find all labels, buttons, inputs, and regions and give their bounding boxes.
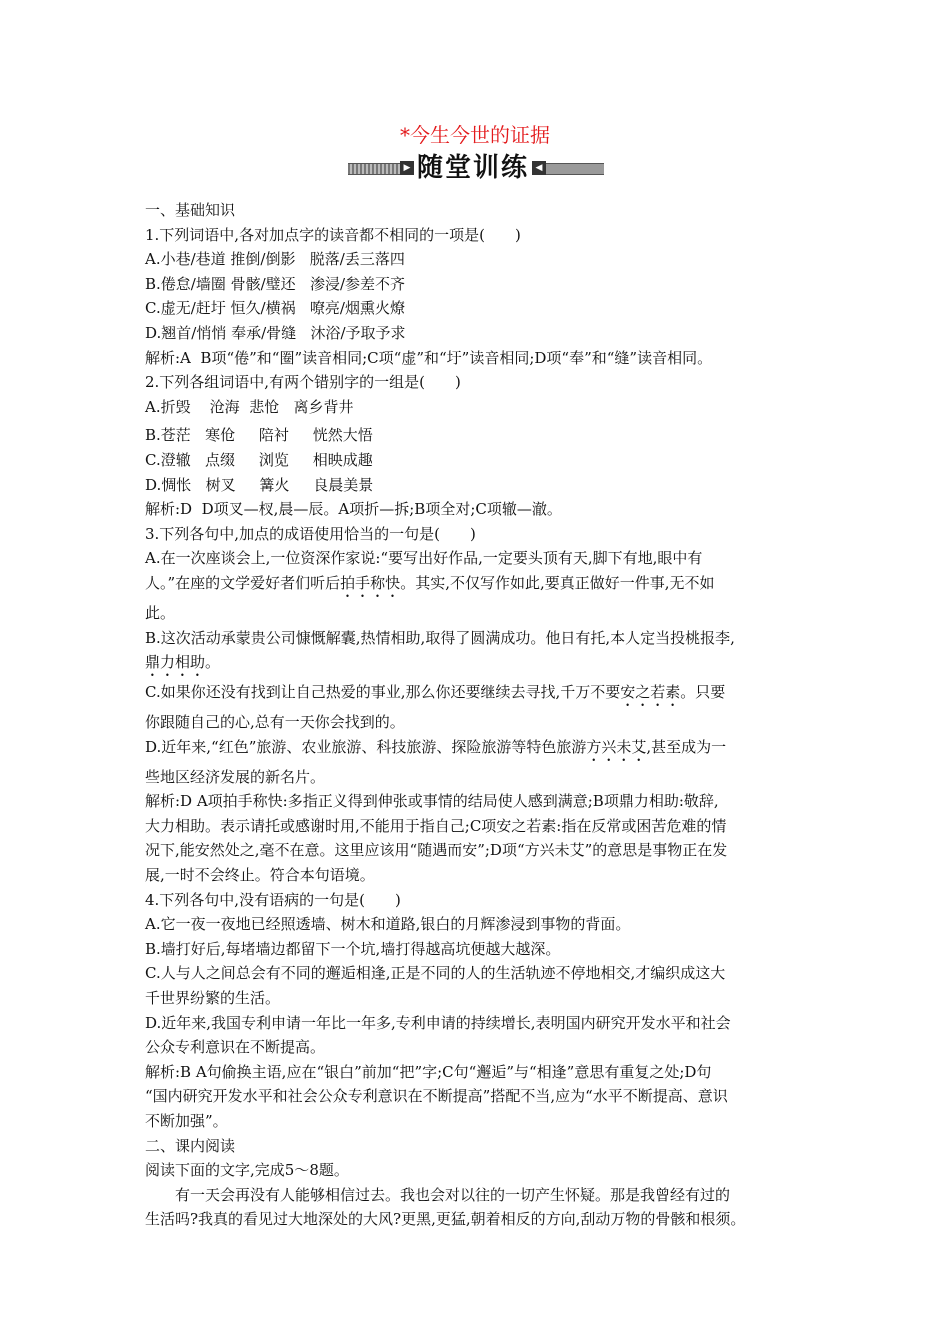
option-b: B.墙打好后,每堵墙边都留下一个坑,墙打得越高坑便越大越深。: [145, 939, 561, 958]
question-stem: [145, 370, 825, 395]
answer-analysis: 解析:B A句偷换主语,应在“银白”前加“把”字;C句“邂逅”与“相逢”意思有重复之处;D句: [145, 1062, 712, 1081]
option-b: B.苍茫 寒伧 陪衬 恍然大悟: [145, 426, 373, 445]
option-d-line: 些地区经济发展的新名片。: [145, 767, 326, 786]
play-left-icon: ◀: [532, 161, 546, 175]
answer-analysis: “国内研究开发水平和社会公众专利意识在不断提高”搭配不当,应为“水平不断提高、意识: [145, 1087, 728, 1106]
answer-analysis: 况下,能安然处之,毫不在意。这里应该用“随遇而安”;D项“方兴未艾”的意思是事物正在发: [145, 841, 728, 860]
option-c-line: C.人与人之间总会有不同的邂逅相逢,正是不同的人的生活轨迹不停地相交,才编织成这大: [145, 964, 726, 983]
dotted-idiom: 方兴未艾: [586, 737, 647, 756]
text-fragment: ): [514, 225, 521, 244]
dotted-idiom: 鼎力相助: [145, 653, 206, 672]
option-a: A.它一夜一夜地已经照透墙、树木和道路,银白的月辉渗浸到事物的背面。: [145, 915, 631, 934]
text-fragment: 4.下列各句中,没有语病的一句是(: [145, 890, 365, 909]
text-fragment: 。只要: [680, 683, 726, 702]
section-heading: 二、课内阅读: [145, 1136, 236, 1155]
option-a: A.折毁 沧海 悲怆 离乡背井: [145, 397, 354, 416]
option-d-line: [145, 735, 825, 765]
banner-left-bar: [348, 163, 400, 175]
option-a-line: A.在一次座谈会上,一位资深作家说:“要写出好作品,一定要头顶有天,脚下有地,眼中有: [145, 549, 703, 568]
text-fragment: 。其实,不仅写作如此,要真正做好一件事,无不如: [400, 573, 715, 592]
question-stem: [145, 888, 825, 913]
text-fragment: 1.下列词语中,各对加点字的读音都不相同的一项是(: [145, 225, 485, 244]
option-c: C.澄辙 点缀 浏览 相映成趣: [145, 450, 373, 469]
text-fragment: 3.下列各句中,加点的成语使用恰当的一句是(: [145, 524, 440, 543]
text-fragment: 。: [205, 653, 221, 672]
option-c-line: [145, 680, 825, 710]
section-heading: 一、基础知识: [145, 201, 236, 219]
exercise-content: [145, 198, 825, 1232]
text-fragment: ): [469, 524, 476, 543]
option-b-line: [145, 650, 825, 680]
text-fragment: 2.下列各组词语中,有两个错别字的一组是(: [145, 373, 425, 392]
text-fragment: C.如果你还没有找到让自己热爱的事业,那么你还要继续去寻找,千万不要: [145, 683, 621, 702]
answer-analysis: 解析:D D项叉—杈,晨—辰。A项折—拆;B项全对;C项辙—澈。: [145, 500, 562, 519]
passage-line: 生活吗?我真的看见过大地深处的大风?更黑,更猛,朝着相反的方向,刮动万物的骨骸和根须。: [145, 1210, 746, 1229]
option-d: D.翘首/悄悄 奉承/骨缝 沐浴/予取予求: [145, 323, 406, 342]
banner-label: 随堂训练: [416, 153, 529, 183]
option-a: A.小巷/巷道 推倒/倒影 脱落/丢三落四: [145, 250, 405, 269]
text-fragment: ): [394, 890, 401, 909]
question-stem: [145, 223, 825, 248]
answer-analysis: 不断加强”。: [145, 1112, 228, 1130]
option-d-line: D.近年来,我国专利申请一年比一年多,专利申请的持续增长,表明国内研究开发水平和社会: [145, 1013, 731, 1032]
option-b: B.倦怠/墙圈 骨骸/璧还 渗浸/参差不齐: [145, 274, 406, 293]
answer-analysis: 大力相助。表示请托或感谢时用,不能用于指自己;C项安之若素:指在反常或困苦危难的情: [145, 816, 727, 835]
page-title: *今生今世的证据: [400, 123, 550, 147]
text-fragment: ,甚至成为一: [646, 737, 727, 756]
text-fragment: D.近年来,“红色”旅游、农业旅游、科技旅游、探险旅游等特色旅游: [145, 737, 587, 756]
dotted-idiom: 拍手称快: [340, 573, 401, 592]
option-d: D.惆怅 树叉 篝火 良晨美景: [145, 475, 374, 494]
option-c-line: 千世界纷繁的生活。: [145, 989, 281, 1008]
banner-right-bar: [546, 163, 604, 175]
passage-line: 有一天会再没有人能够相信过去。我也会对以往的一切产生怀疑。那是我曾经有过的: [175, 1185, 731, 1204]
text-fragment: 人。”在座的文学爱好者们听后: [145, 573, 341, 592]
answer-analysis: 展,一时不会终止。符合本句语境。: [145, 866, 375, 885]
option-c-line: 你跟随自己的心,总有一天你会找到的。: [145, 713, 405, 732]
question-stem: [145, 522, 825, 547]
text-fragment: ): [454, 373, 461, 392]
option-c: C.虚无/赶圩 恒久/横祸 嘹亮/烟熏火燎: [145, 299, 405, 318]
answer-analysis: 解析:D A项拍手称快:多指正义得到伸张或事情的结局使人感到满意;B项鼎力相助:敬辞,: [145, 792, 719, 811]
option-a-line: [145, 571, 825, 601]
play-right-icon: ▶: [400, 161, 414, 175]
option-a-line: 此。: [145, 603, 176, 622]
section-banner: [348, 153, 604, 183]
option-d-line: 公众专利意识在不断提高。: [145, 1038, 326, 1057]
dotted-idiom: 安之若素: [620, 683, 681, 702]
option-b-line: B.这次活动承蒙贵公司慷慨解囊,热情相助,取得了圆满成功。他日有托,本人定当投桃报李,: [145, 628, 735, 647]
reading-intro: 阅读下面的文字,完成5～8题。: [145, 1161, 349, 1180]
answer-analysis: 解析:A B项“倦”和“圈”读音相同;C项“虚”和“圩”读音相同;D项“奉”和“缝”读音相同。: [145, 348, 713, 367]
